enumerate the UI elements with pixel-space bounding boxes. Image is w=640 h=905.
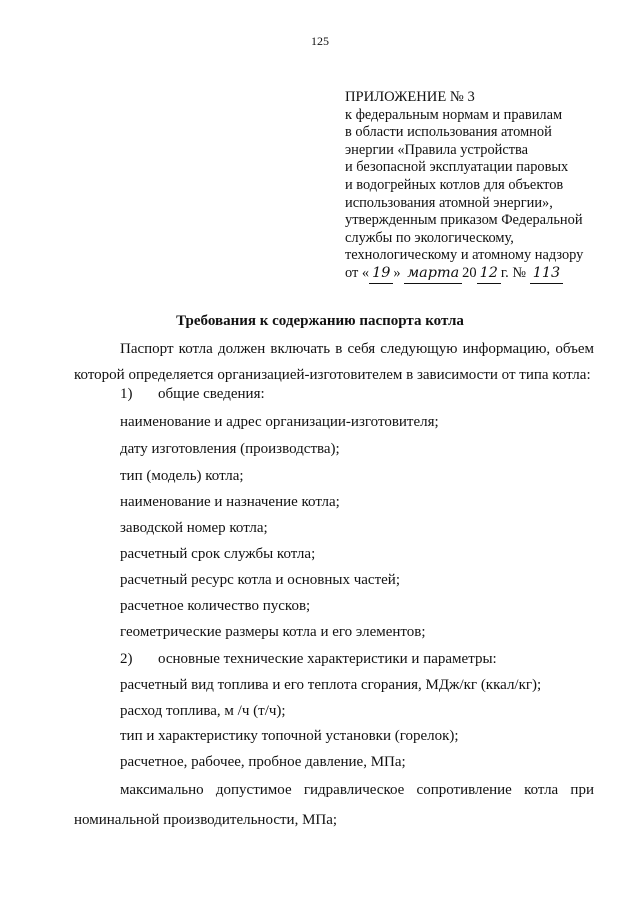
handwritten-year: 12 bbox=[477, 265, 501, 284]
appendix-line: и безопасной эксплуатации паровых bbox=[345, 159, 569, 176]
list-item: геометрические размеры котла и его элементов; bbox=[120, 624, 426, 640]
date-year-prefix: 20 bbox=[462, 264, 477, 281]
appendix-line: и водогрейных котлов для объектов bbox=[345, 176, 564, 193]
list-item: расчетный ресурс котла и основных частей; bbox=[120, 572, 400, 588]
list-item: расчетный вид топлива и его теплота сгорания, МДж/кг (ккал/кг); bbox=[120, 677, 542, 693]
date-prefix: от « bbox=[345, 264, 370, 281]
handwritten-day: 19 bbox=[369, 265, 393, 284]
handwritten-month: марта bbox=[404, 265, 462, 284]
appendix-block bbox=[345, 89, 615, 284]
intro-paragraph: Паспорт котла должен включать в себя следующую информацию, объем которой определяется организацией-изготовителем в зависимости от типа котла: bbox=[74, 341, 594, 383]
list-item bbox=[120, 386, 265, 403]
list-item: тип и характеристику топочной установки (горелок); bbox=[120, 728, 459, 744]
list-item: дату изготовления (производства); bbox=[120, 441, 340, 457]
list-item: расчетный срок службы котла; bbox=[120, 546, 316, 562]
list-item: тип (модель) котла; bbox=[120, 468, 244, 484]
item-number: 1) bbox=[120, 386, 133, 402]
list-item: заводской номер котла; bbox=[120, 520, 268, 536]
section-title: Требования к содержанию паспорта котла bbox=[176, 313, 464, 329]
order-date-line bbox=[345, 265, 615, 284]
appendix-line: утвержденным приказом Федеральной bbox=[345, 212, 583, 229]
page-number: 125 bbox=[311, 34, 329, 48]
item-text: основные технические характеристики и параметры: bbox=[158, 651, 497, 667]
appendix-line: использования атомной энергии», bbox=[345, 194, 553, 211]
list-item bbox=[120, 651, 497, 668]
item-number: 2) bbox=[120, 651, 133, 667]
appendix-line: энергии «Правила устройства bbox=[345, 141, 529, 158]
list-item: расчетное количество пусков; bbox=[120, 598, 311, 614]
appendix-line: в области использования атомной bbox=[345, 124, 552, 141]
date-mid: » bbox=[393, 264, 401, 281]
item-text: общие сведения: bbox=[158, 386, 265, 402]
appendix-heading: ПРИЛОЖЕНИЕ № 3 bbox=[345, 89, 475, 105]
list-item: наименование и назначение котла; bbox=[120, 494, 340, 510]
appendix-line: службы по экологическому, bbox=[345, 229, 514, 246]
handwritten-order-number: 113 bbox=[530, 265, 563, 284]
date-year-end: г. № bbox=[500, 264, 527, 281]
list-item: максимально допустимое гидравлическое сопротивление котла при номинальной производительности, МПа; bbox=[74, 782, 594, 828]
appendix-line: технологическому и атомному надзору bbox=[345, 247, 584, 264]
list-item: расчетное, рабочее, пробное давление, МПа; bbox=[120, 754, 406, 770]
appendix-line: к федеральным нормам и правилам bbox=[345, 106, 563, 123]
list-item: расход топлива, м /ч (т/ч); bbox=[120, 703, 286, 719]
list-item: наименование и адрес организации-изготовителя; bbox=[120, 414, 439, 430]
